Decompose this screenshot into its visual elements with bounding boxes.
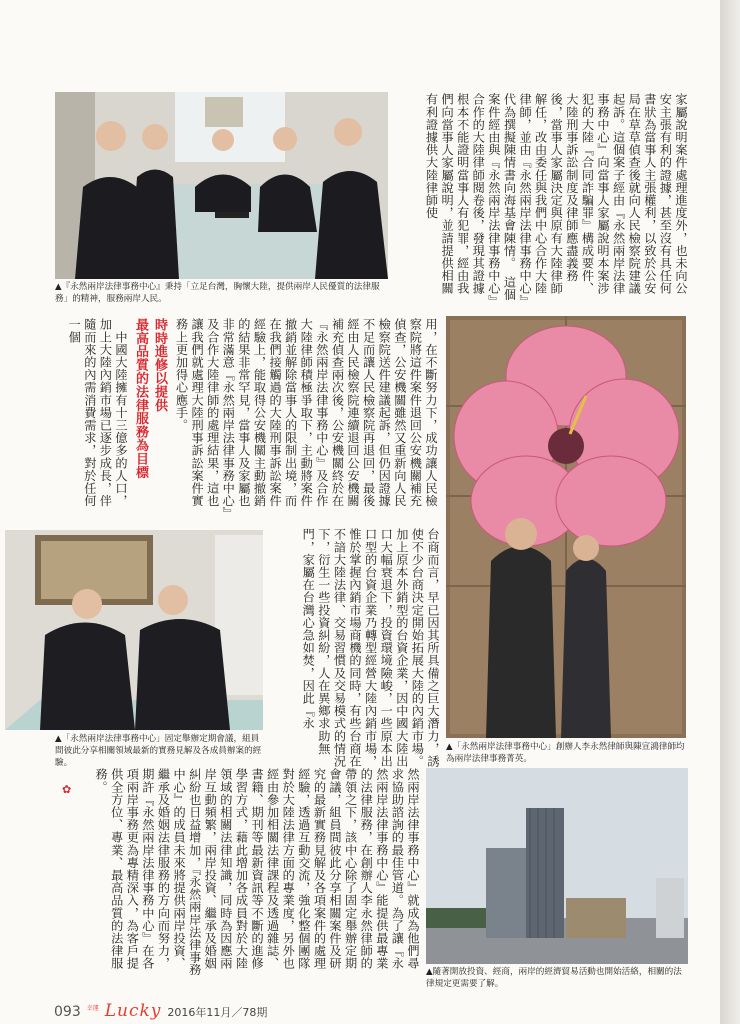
page-edge [720, 0, 740, 1024]
page-number: 093 [54, 1004, 81, 1020]
photo-team-meeting-image [55, 92, 388, 279]
photo-city-skyline-image [426, 768, 688, 964]
photo-two-lawyers [5, 530, 263, 730]
magazine-name-cn: 幸運 [86, 1005, 99, 1012]
magazine-logo: Lucky [104, 1001, 162, 1021]
section-heading-line2: 最高品質的法律服務為目標 [133, 318, 148, 479]
body-text-mid-left-intro: 中國大陸擁有十三億多的人口，加上大陸內銷市場已逐步成長，伴隨而來的內需消費需求，對於任何一個 [67, 318, 128, 507]
body-text-top-right: 家屬說明案件處理進度外，也未向公安主張有利的證據，甚至沒有具任何書狀為當事人主張權利，以致於公安局在草草偵查後就向人民檢察院建議起訴。這個案子經由『永然兩岸法律事務中心』向當事人家屬說明本案涉犯的大陸『合同詐騙罪』構成要件、大陸刑事訴訟制度及律師應盡義務後，當事人家屬決定與原有大陸律師解任，改由委任與我們中心合作大陸律師，並由『永然兩岸法律事務中心』代為撰擬陳情書向海基會陳情。 這個案件經由與『永然兩岸法律事務中心』合作的大陸律師閱卷後，發現其證據根本不能證明當事人有犯罪，經由我們向當事人家屬說明，並請提供相關有利證據供大陸律師使 [424, 93, 688, 302]
photo-two-lawyers-image [5, 530, 263, 730]
section-heading-line1: 時時進修以提供 [152, 318, 167, 412]
photo-city-skyline [426, 768, 688, 964]
body-text-bottom: 然兩岸法律事務中心』就成為他們尋求協助諮詢的最佳管道。為了讓『永然兩岸法律事務中心』能提供最專業的法律服務，在創辦人李永然律師的帶領之下，該中心除了固定舉辦定期會議，組員間彼此分享相關案件及研究的最新實務見解及各項案件的處理經驗，透過互動交流，強化整個團隊對於大陸法律方面的專業度，另外也經由參加相關法律課程及透過雜誌、書籍、期刊等最新資訊等不斷的進修學習方式，藉此增加各成員對於大陸領域的相關法律知識，同時為因應兩岸互動頻繁，兩岸投資、繼承及婚姻糾紛也日益增加，『永然兩岸法律事務中心』的成員未來將提供兩岸投資、繼承及婚姻法律服務的方向而努力，期許『永然兩岸法律事務中心』在各項兩岸事務更為專精深入，為客戶提供全方位、專業、最高品質的法律服務。 [94, 768, 420, 977]
issue-info: 2016年11月／78期 [167, 1006, 268, 1019]
photo-founder-hibiscus-image [446, 316, 686, 738]
flower-end-icon: ✿ [62, 783, 72, 796]
caption-photo2: ▲「永然兩岸法律事務中心」創辦人李永然律師與陳宣鴻律師均為兩岸法律事務菁英。 [446, 742, 685, 764]
page-footer [54, 1001, 267, 1019]
caption-photo3: ▲「永然兩岸法律事務中心」固定舉辦定期會議，組員間彼此分享相關領域最新的實務見解及各成員辦案的經驗。 [55, 734, 262, 768]
body-text-mid-right: 用，在不斷努力下，成功讓人民檢察院將這件案件退回公安機關補充偵查，公安機關雖然又重新向人民檢察院送件建議起訴，但仍因證據不足而讓人民檢察院再退回，最後經由人民檢察院連續退回公安機關補充偵查兩次後，公安機關終於在『永然兩岸法律事務中心』及合作大陸律師積極爭取下，主動將案件撤銷並解除當事人的限制出境，而在我們接觸過的大陸刑事訴訟案件經驗上，能取得公安機關主動撤銷的結果非常罕見，當事人及家屬也非常滿意『永然兩岸法律事務中心』及合作大陸律師的處理結果，這也讓我們就處理大陸刑事訴訟案件實務上更加得心應手。 [174, 318, 438, 514]
caption-photo4: ▲隨著開放投資、經商，兩岸的經濟貿易活動也開始活絡，相關的法律規定更需要了解。 [426, 967, 682, 989]
photo-team-meeting [55, 92, 388, 279]
body-text-lower-right: 台商而言，早已因其所具備之巨大潛力，誘使不少台商決定開始拓展大陸的內銷市場。加上原本外銷型的台資企業，因中國大陸出口大幅衰退下，投資環境險峻，一些原本出口型的台資企業乃轉型經營大陸內銷市場，惟於掌握內銷市場商機的同時，有些台商在不諳大陸法律、交易習慣及交易模式的情況下，衍生一些投資糾紛，人在異鄉求助無門，家屬在台灣心急如焚，因此『永 [301, 528, 440, 768]
photo-founder-hibiscus [446, 316, 686, 738]
caption-photo1: ▲『永然兩岸法律事務中心』秉持「立足台灣，胸懷大陸，提供兩岸人民優質的法律服務」的精神，服務兩岸人民。 [55, 282, 380, 304]
